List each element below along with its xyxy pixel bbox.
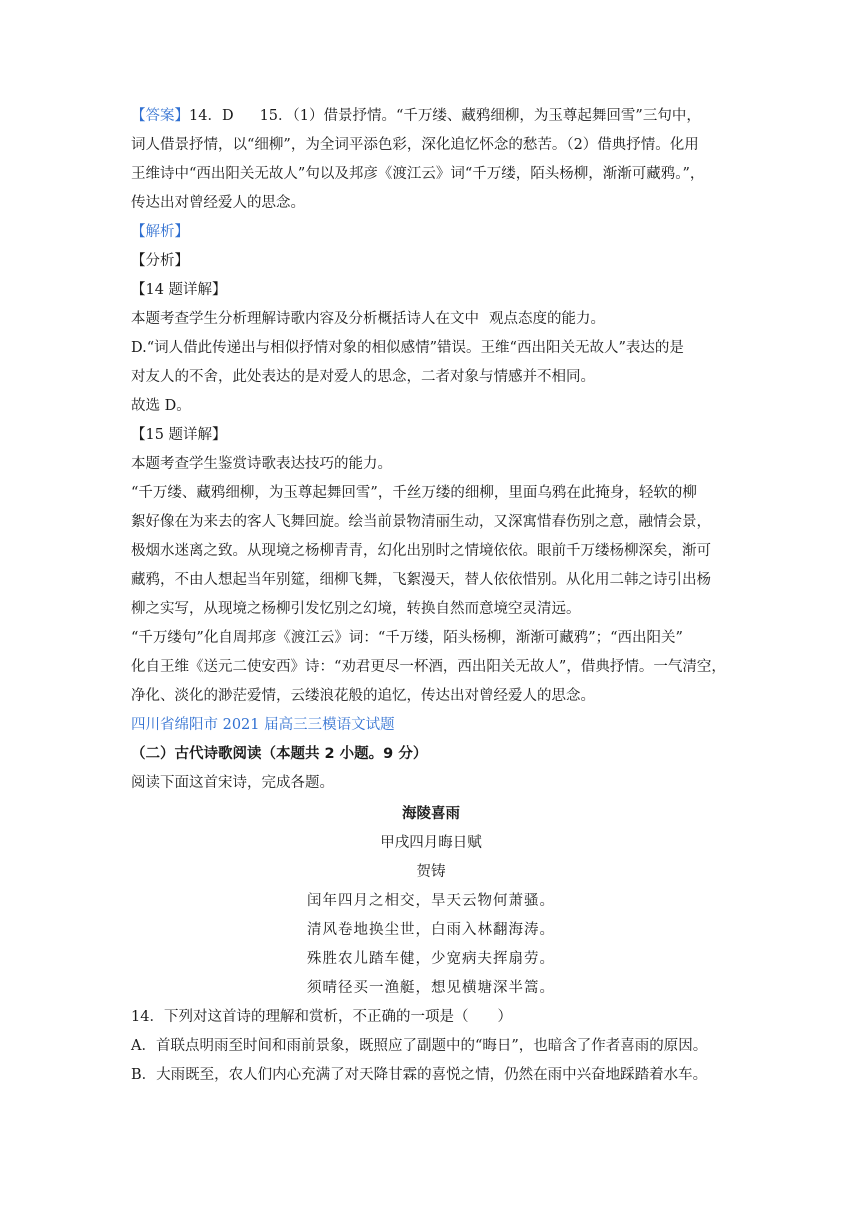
instruction-line: 阅读下面这首宋诗，完成各题。	[131, 775, 334, 791]
option-a: A．首联点明雨至时间和雨前景象，既照应了副题中的“晦日”，也暗含了作者喜雨的原因。	[131, 1038, 708, 1054]
q15-paragraph-1-line: “千万缕、藏鸦细柳，为玉尊起舞回雪”，千丝万缕的细柳，里面乌鸦在此掩身，轻软的柳	[131, 485, 697, 501]
answer-line-3: 王维诗中“西出阳关无故人”句以及邦彦《渡江云》词“千万缕，陌头杨柳，渐渐可藏鸦。”，	[131, 166, 705, 182]
question-stem: 14．下列对这首诗的理解和赏析，不正确的一项是（ ）	[131, 1009, 512, 1025]
poem-line: 清风卷地换尘世，白雨入林翻海涛。	[307, 922, 555, 938]
answer-label: 【答案】	[131, 108, 189, 124]
answer-line-1	[131, 102, 731, 131]
poem-line: 须晴径买一渔艇，想见横塘深半篙。	[307, 980, 555, 996]
q15-paragraph-2-line: 净化、淡化的渺茫爱情，云缕浪花般的追忆，传达出对曾经爱人的思念。	[131, 688, 595, 704]
option-b: B．大雨既至，农人们内心充满了对天降甘霖的喜悦之情，仍然在雨中兴奋地踩踏着水车。	[131, 1067, 708, 1083]
q15-paragraph-2-line: 化自王维《送元二使安西》诗：“劝君更尽一杯酒，西出阳关无故人”，借典抒情。一气清空，	[131, 659, 726, 675]
poem-subtitle: 甲戌四月晦日赋	[380, 835, 482, 851]
fenxi-heading: 【分析】	[131, 253, 189, 269]
poem-line: 闰年四月之相交，旱天云物何萧骚。	[307, 893, 555, 909]
document-page	[131, 102, 731, 1090]
analysis-label: 【解析】	[131, 224, 189, 240]
poem-author: 贺铸	[416, 864, 446, 880]
q15-detail-line-1: 本题考查学生鉴赏诗歌表达技巧的能力。	[131, 456, 392, 472]
q15-paragraph-1-line: 极烟水迷离之致。从现境之杨柳青青，幻化出别时之情境依依。眼前千万缕杨柳深矣，渐可	[131, 543, 711, 559]
q15-paragraph-2-line: “千万缕句”化自周邦彦《渡江云》词：“千万缕，陌头杨柳，渐渐可藏鸦”；“西出阳关”	[131, 630, 683, 646]
section-title: （二）古代诗歌阅读（本题共 2 小题。9 分）	[131, 746, 428, 762]
answer-line-4: 传达出对曾经爱人的思念。	[131, 195, 305, 211]
answer-15-start: 15．（1）借景抒情。“千万缕、藏鸦细柳，为玉尊起舞回雪”三句中，	[259, 108, 701, 124]
q14-heading: 【14 题详解】	[131, 282, 227, 298]
source-line: 四川省绵阳市 2021 届高三三模语文试题	[131, 717, 395, 733]
answer-14: 14．D	[189, 108, 234, 124]
q14-detail-line-3: 对友人的不舍，此处表达的是对爱人的思念，二者对象与情感并不相同。	[131, 369, 595, 385]
q14-detail-line-2: D.“词人借此传递出与相似抒情对象的相似感情”错误。王维“西出阳关无故人”表达的是	[131, 340, 684, 356]
q15-paragraph-1-line: 柳之实写，从现境之杨柳引发忆别之幻境，转换自然而意境空灵清远。	[131, 601, 581, 617]
poem-line: 殊胜农儿踏车健，少宽病夫挥扇劳。	[307, 951, 555, 967]
q15-heading: 【15 题详解】	[131, 427, 227, 443]
q14-detail-line-1: 本题考查学生分析理解诗歌内容及分析概括诗人在文中 观点态度的能力。	[131, 311, 605, 327]
q15-paragraph-1-line: 絮好像在为来去的客人飞舞回旋。绘当前景物清丽生动，又深寓惜春伤别之意，融情会景，	[131, 514, 711, 530]
poem-title: 海陵喜雨	[402, 806, 460, 822]
q15-paragraph-1-line: 藏鸦，不由人想起当年别筵，细柳飞舞，飞絮漫天，替人依依惜别。从化用二韩之诗引出杨	[131, 572, 711, 588]
q14-detail-line-4: 故选 D。	[131, 398, 191, 414]
answer-line-2: 词人借景抒情，以“细柳”，为全词平添色彩，深化追忆怀念的愁苦。（2）借典抒情。化用	[131, 137, 699, 153]
